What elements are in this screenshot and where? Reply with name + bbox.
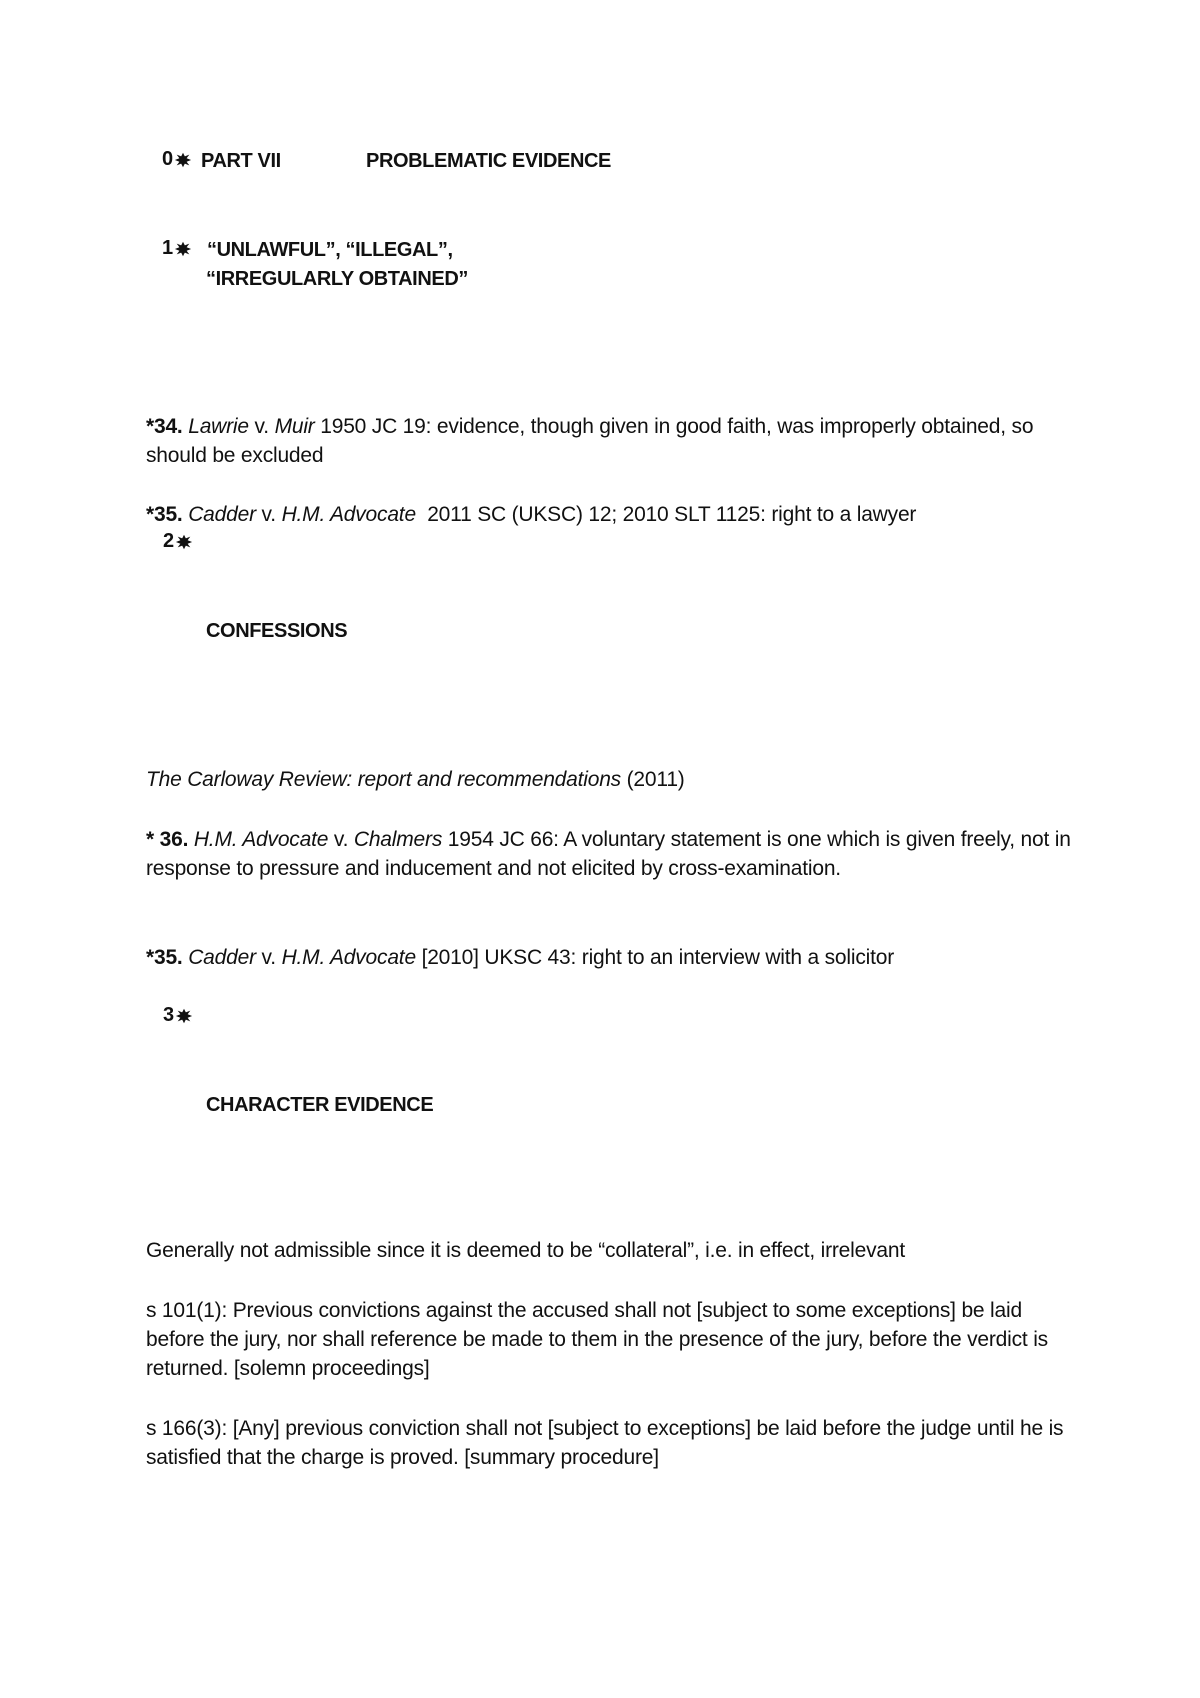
ink-splat-icon	[174, 240, 192, 258]
part-label: PART VII	[201, 150, 281, 172]
case-vs: v.	[254, 415, 269, 438]
section-3-marker	[163, 1004, 193, 1027]
character-intro	[146, 1236, 1076, 1265]
case-party-2: H.M. Advocate	[281, 946, 416, 969]
section-1-title-line1: “UNLAWFUL”, “ILLEGAL”,	[207, 239, 453, 261]
section-1-number: 1	[162, 237, 174, 259]
case-citation: 1954 JC 66: A voluntary statement is one which is given freely, not in response to pressure and inducement and not elicited by cross-examination.	[146, 828, 1071, 880]
statute-s166	[146, 1414, 1066, 1472]
case-entry-35a	[146, 500, 1076, 529]
section-3-title: CHARACTER EVIDENCE	[206, 1094, 434, 1116]
case-party-2: Muir	[274, 415, 315, 438]
case-party-1: Cadder	[188, 946, 256, 969]
case-party-1: H.M. Advocate	[193, 828, 329, 851]
case-citation: 2011 SC (UKSC) 12; 2010 SLT 1125: right to a lawyer	[427, 503, 917, 526]
section-2-marker	[163, 530, 193, 553]
case-ref: * 36.	[146, 828, 189, 851]
case-party-1: Lawrie	[188, 415, 249, 438]
carloway-review	[146, 765, 1076, 794]
case-party-2: Chalmers	[353, 828, 443, 851]
ink-splat-icon	[175, 533, 193, 551]
statute-s101-text: s 101(1): Previous convictions against the accused shall not [subject to some exceptions] be laid before the jury, nor shall reference be made to them in the presence of the jury, before the verdict is returned. [solemn proceedings]	[146, 1299, 1048, 1380]
statute-s101	[146, 1296, 1066, 1383]
character-intro-text: Generally not admissible since it is deemed to be “collateral”, i.e. in effect, irrelevant	[146, 1239, 905, 1262]
carloway-title: The Carloway Review: report and recommendations	[146, 768, 621, 791]
case-ref: *35.	[146, 503, 183, 526]
case-vs: v.	[261, 503, 276, 526]
section-1-title-line2: “IRREGULARLY OBTAINED”	[206, 268, 468, 290]
part-number: 0	[162, 148, 174, 170]
case-entry-34	[146, 412, 1076, 470]
case-entry-35b	[146, 943, 1076, 972]
case-vs: v.	[261, 946, 276, 969]
case-vs: v.	[333, 828, 349, 851]
case-ref: *35.	[146, 946, 183, 969]
case-party-2: H.M. Advocate	[281, 503, 416, 526]
case-ref: *34.	[146, 415, 183, 438]
section-2-title: CONFESSIONS	[206, 620, 348, 642]
section-3-number: 3	[163, 1004, 175, 1026]
ink-splat-icon	[174, 151, 192, 169]
case-entry-36	[146, 825, 1076, 883]
case-citation: 1950 JC 19: evidence, though given in good faith, was improperly obtained, so should be excluded	[146, 415, 1034, 467]
case-party-1: Cadder	[188, 503, 256, 526]
section-2-number: 2	[163, 530, 175, 552]
case-citation: [2010] UKSC 43: right to an interview with a solicitor	[421, 946, 894, 969]
section-1-marker	[162, 237, 192, 260]
statute-s166-text: s 166(3): [Any] previous conviction shall not [subject to exceptions] be laid before the judge until he is satisfied that the charge is proved. [summary procedure]	[146, 1417, 1064, 1469]
carloway-year: (2011)	[626, 768, 685, 791]
part-marker	[162, 148, 192, 171]
ink-splat-icon	[175, 1007, 193, 1025]
part-title: PROBLEMATIC EVIDENCE	[366, 150, 611, 172]
